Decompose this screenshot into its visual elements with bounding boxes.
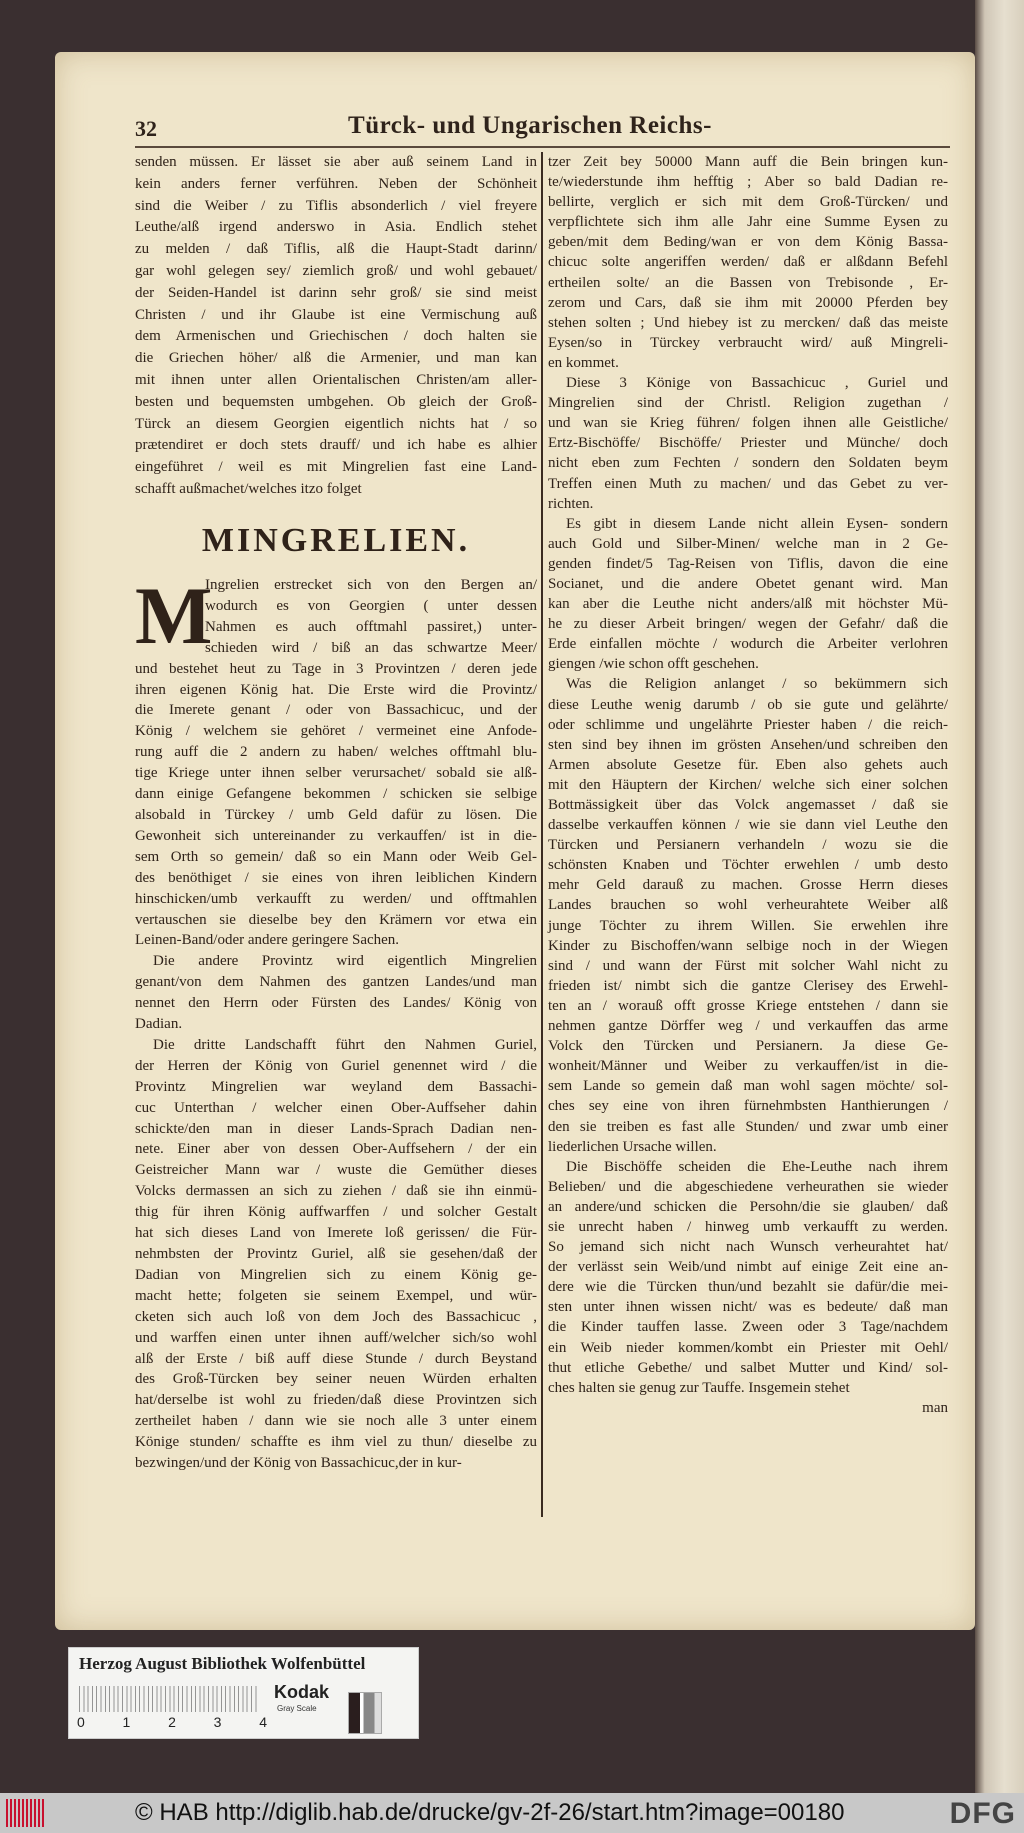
text-line: ches sey eine von ihren fürnehmbsten Hanthierungen / <box>548 1098 948 1115</box>
running-title: Türck- und Ungarischen Reichs- <box>348 112 712 139</box>
kodak-brand: Kodak <box>274 1682 330 1702</box>
text-line: zu melden / daß Tiflis, alß die Haupt-Stadt darinn/ <box>135 241 537 258</box>
text-line: des benöthiget / sie eines von ihren leiblichen Kindern <box>135 869 537 886</box>
text-line: stehen solten ; Und hiebey ist zu mercken/ daß das meiste <box>548 314 948 331</box>
text-line: hinschicken/umb verkaufft zu werden/ und offtmahlen <box>135 890 537 907</box>
text-line: Türcken und Persianern verhandeln / wozu sie die <box>548 837 948 854</box>
catchword: man <box>922 1399 948 1416</box>
ruler-ticks <box>77 1714 267 1730</box>
text-line: Volcks dermassen an sich zu ziehen / daß sie ihn einmü- <box>135 1183 537 1200</box>
text-line: chicuc solte angeriffen werden/ daß er alßdann Befehl <box>548 254 948 271</box>
text-line: rung auff die 2 andern zu haben/ welches offtmahl blu- <box>135 744 537 761</box>
header-rule <box>135 146 950 148</box>
text-line: die Kinder tauffen lasse. Zween oder 3 Tage/nachdem <box>548 1319 948 1336</box>
text-line: Treffen einen Muth zu machen/ und das Gebet zu ver- <box>548 475 948 492</box>
text-line: Landes brauchen so wohl verheurahtete Weiber alß <box>548 897 948 914</box>
text-line: Türck an diesem Georgien eigentlich nichts hat / so <box>135 415 537 432</box>
text-line: junge Töchter zu ihrem Willen. Sie erwehlen ihre <box>548 917 948 934</box>
text-line: alß der Erste / biß auff diese Stunde / durch Beystand <box>135 1350 537 1367</box>
text-line: he zu dieser Arbeit bringen/ wegen der Gefahr/ daß die <box>548 616 948 633</box>
text-line: geben/mit dem Beding/wan er von dem König Bassa- <box>548 234 948 251</box>
text-line: vertauschen sie dieselbe bey den Krämern vor etwa ein <box>135 911 537 928</box>
text-line: Die dritte Landschafft führt den Nahmen Guriel, <box>153 1036 537 1053</box>
text-line: dem Armenischen und Griechischen / doch halten sie <box>135 328 537 345</box>
text-line: sem Orth so gemein/ daß so ein Mann oder Weib Gel- <box>135 848 537 865</box>
text-line: Die Bischöffe scheiden die Ehe-Leuthe nach ihrem <box>566 1158 948 1175</box>
text-line: nete. Einer aber von dessen Ober-Auffsehern / der ein <box>135 1141 537 1158</box>
text-line: Belieben/ und die abgeschiedene verheurathen sie wieder <box>548 1178 948 1195</box>
text-line: liederlichen Ursache willen. <box>548 1138 717 1155</box>
text-line: sten sind bey ihnen im grösten Ansehen/und schreiben den <box>548 736 948 753</box>
tick-label: 1 <box>122 1714 131 1730</box>
text-line: zerom und Cars, daß sie ihm mit 20000 Pferden bey <box>548 294 948 311</box>
text-line: Die andere Provintz wird eigentlich Mingrelien <box>153 953 537 970</box>
text-line: Ertz-Bischöffe/ Bischöffe/ Priester und Münche/ doch <box>548 435 948 452</box>
footer-bar <box>0 1793 1024 1833</box>
hab-logo-icon <box>6 1799 46 1827</box>
text-line: und bestehet heut zu Tage in 3 Provintzen / deren jede <box>135 660 537 677</box>
text-line: alsobald in Türckey / umb Geld dafür zu lösen. Die <box>135 806 537 823</box>
text-line: hat/derselbe ist wohl zu frieden/daß diese Provintzen sich <box>135 1392 537 1409</box>
text-line: Leinen-Band/oder andere geringere Sachen. <box>135 932 400 949</box>
text-line: hat sich dieses Land von Imerete loß gerissen/ die Für- <box>135 1225 537 1242</box>
text-line: Erde einfallen möchte / wodurch die Arbeiter verlohren <box>548 636 948 653</box>
text-line: Leuthe/alß irgend anderswo in Asia. Endlich stehet <box>135 219 537 236</box>
page-number: 32 <box>135 116 157 141</box>
text-line: die Griechen höher/ alß die Armenier, und man kan <box>135 350 537 367</box>
text-line: auch Gold und Silber-Minen/ welche man in 2 Ge- <box>548 535 948 552</box>
text-line: des Groß-Türcken bey seiner neuen Würden erhalten <box>135 1371 537 1388</box>
text-line: ches halten sie genug zur Tauffe. Insgemein stehet <box>548 1379 850 1396</box>
text-line: wodurch es von Georgien ( unter dessen <box>205 597 537 614</box>
ruler-scale <box>79 1686 259 1712</box>
text-line: te/wiederstunde ihm hefftig ; Aber so bald Dadian re- <box>548 174 948 191</box>
text-line: Bottmässigkeit über das Volck angemasset / daß sie <box>548 797 948 813</box>
text-line: nehmbsten der Provintz Guriel, alß sie gesehen/daß der <box>135 1246 537 1262</box>
library-color-label <box>68 1647 419 1739</box>
text-line: ten an / worauß offt grosse Kriege entstehen / dann sie <box>548 997 948 1014</box>
tick-label: 0 <box>77 1714 85 1730</box>
text-line: dasselbe verkauffen können / wie sie dann viel Leuthe den <box>548 817 948 834</box>
text-line: nennet den Herrn oder Fürsten des Landes/ König von <box>135 995 537 1012</box>
text-line: schickte/den man in dieser Lands-Sprach Dadian nen- <box>135 1120 537 1137</box>
text-line: genden findet/5 Tag-Reisen von Tiflis, davon die eine <box>548 555 948 572</box>
section-heading: MINGRELIEN. <box>201 522 471 559</box>
text-line: schönsten Knaben und Töchter erwehlen / umb desto <box>548 857 948 874</box>
text-line: schafft außmachet/welches itzo folget <box>135 480 362 497</box>
text-line: Provintz Mingrelien war weyland dem Bassachi- <box>135 1078 537 1095</box>
text-line: So jemand sich nicht nach Wunsch verheurahtet hat/ <box>548 1239 948 1256</box>
text-line: nicht eben zum Fechten / sondern den Soldaten beym <box>548 455 948 472</box>
text-line: mit den Häuptern der Kirchen/ welche sich einer solchen <box>548 776 948 793</box>
text-line: eingeführet / weil es mit Mingrelien fast eine Land- <box>135 459 537 476</box>
next-page-edge <box>975 0 1024 1793</box>
text-line: mehr Geld darauß zu machen. Grosse Herrn dieses <box>548 877 948 894</box>
drop-cap: M <box>135 570 213 661</box>
text-line: macht hette; folgeten sie seinem Exempel, und wür- <box>135 1287 537 1304</box>
text-line: frieden ist/ nimbt sich die gantze Clerisey des Erwehl- <box>548 977 948 994</box>
text-line: sem Lande so gemein daß man wohl sagen möchte/ sol- <box>548 1078 948 1095</box>
text-line: Geistreicher Mann war / wuste die Gemüther dieses <box>135 1162 537 1179</box>
text-line: en kommet. <box>548 354 619 371</box>
left-column-top <box>135 152 537 501</box>
text-line: giengen /wie schon offt geschehen. <box>548 656 759 673</box>
text-line: oder schlimme und ungelährte Priester haben / die reich- <box>548 716 948 733</box>
tick-label: 3 <box>213 1714 222 1730</box>
text-line: kein anders ferner verführen. Neben der Schönheit <box>135 175 537 192</box>
text-line: an andere/und schicken die Persohn/die sie glauben/ daß <box>548 1198 948 1215</box>
text-line: verpflichtete sich ihm alle Jahr eine Summe Eysen zu <box>548 214 948 231</box>
text-line: Christen / und ihr Glaube ist eine Vermischung auß <box>135 306 537 323</box>
text-line: genant/von dem Nahmen des gantzen Landes/und man <box>135 974 537 991</box>
text-line: Armen absolute Gesetze für. Eben also gehets auch <box>548 756 948 773</box>
tick-label: 4 <box>259 1714 267 1730</box>
text-line: gar wohl gelegen sey/ ziemlich groß/ und wohl gebauet/ <box>135 262 537 279</box>
text-line: prætendiret er doch stets drauff/ und ich habe es alhier <box>135 437 537 454</box>
text-line: Nahmen es auch offtmahl passiret,) unter- <box>205 618 537 635</box>
text-line: ertheilen solte/ an die Bassen von Trebisonde , Er- <box>548 274 948 291</box>
text-line: Könige stunden/ schaffte es ihm viel zu thun/ dieselbe zu <box>135 1434 537 1451</box>
text-line: und warffen einen unter ihnen auff/welcher sich/so wohl <box>135 1329 537 1346</box>
text-line: Dadian von Mingrelien sich zu einem König ge- <box>135 1266 537 1283</box>
text-line: dere wie die Türcken thun/und bezahlt sie dafür/die mei- <box>548 1279 948 1296</box>
column-divider <box>541 152 543 1517</box>
text-line: den sie treiben es fast alle Stunden/ und zwar umb einer <box>548 1118 948 1135</box>
text-line: kan aber die Leuthe nicht anders/alß mit höchster Mü- <box>548 596 948 613</box>
tick-label: 2 <box>168 1714 176 1730</box>
text-line: schieden wird / biß an das schwartze Meer/ <box>205 639 537 656</box>
text-line: der verlässt sein Weib/und nimbt auf einige Zeit eine an- <box>548 1259 948 1276</box>
text-line: und wan sie Krieg führen/ folgen ihnen alle Geistliche/ <box>548 415 948 432</box>
text-line: sten unter ihnen wissen nicht/ was es bedeute/ daß man <box>548 1299 948 1316</box>
text-line: zertheilet haben / dann wie sie noch alle 3 unter einem <box>135 1413 537 1430</box>
text-line: richten. <box>548 495 594 512</box>
dfg-logo: DFG <box>949 1797 1016 1830</box>
text-line: senden müssen. Er lässet sie aber auß seinem Land in <box>135 154 537 170</box>
text-line: dann einige Gefangene bekommen / schicken sie selbige <box>135 786 537 803</box>
gray-swatch <box>348 1692 382 1734</box>
text-line: tzer Zeit bey 50000 Mann auff die Bein bringen kun- <box>548 154 948 170</box>
text-line: sind / und wann der Fürst mit solcher Wahl nicht zu <box>548 957 948 974</box>
text-line: Diese 3 Könige von Bassachicuc , Guriel und <box>566 375 948 392</box>
text-line: Mingrelien sind der Christl. Religion zugethan / <box>548 395 948 412</box>
copyright-link[interactable]: © HAB http://diglib.hab.de/drucke/gv-2f-26/start.htm?image=00180 <box>135 1799 845 1826</box>
text-line: thig für ihren König auffwarffen / und solcher Gestalt <box>135 1204 537 1221</box>
text-line: besten und bequemsten umbgehen. Ob gleich der Groß- <box>135 393 537 410</box>
text-line: Eysen/so in Türckey verbraucht wird/ auß Mingreli- <box>548 334 948 351</box>
gray-scale-caption: Gray Scale <box>277 1704 317 1713</box>
text-line: König / welchem sie gehöret / vermeinet eine Anfode- <box>135 723 537 740</box>
text-line: Socianet, und die andere Obetet genant wird. Man <box>548 575 948 592</box>
text-line: thut etliche Gebethe/ und salbet Mutter und Kind/ sol- <box>548 1359 948 1376</box>
text-line: Dadian. <box>135 1016 183 1033</box>
text-line: mit ihnen unter allen Orientalischen Christen/am aller- <box>135 371 537 388</box>
text-line: diese Leuthe wenig darumb / ob sie gute und gelährte/ <box>548 696 948 713</box>
text-line: tige Kriege unter ihnen selber verursachet/ sobald sie alß- <box>135 765 537 782</box>
library-name: Herzog August Bibliothek Wolfenbüttel <box>79 1654 366 1673</box>
text-line: ihren eigenen König hat. Die Erste wird die Provintz/ <box>135 681 537 698</box>
text-line: ein Weib nieder kommen/kombt ein Priester mit Oehl/ <box>548 1339 948 1356</box>
text-line: die Imerete genant / oder von Bassachicuc, und der <box>135 702 537 719</box>
left-column-bottom <box>135 570 537 1474</box>
text-line: der Herren der König von Guriel genennet wird / die <box>135 1057 537 1074</box>
text-line: Gewonheit sich untereinander zu verkauffen/ ist in die- <box>135 827 537 844</box>
text-line: Es gibt in diesem Lande nicht allein Eysen- sondern <box>566 515 948 532</box>
text-line: Kinder zu Bischoffen/wann selbige noch in der Wiegen <box>548 937 948 954</box>
text-line: cketen sich auch loß von dem Joch des Bassachicuc , <box>135 1308 537 1325</box>
text-line: wonheit/Männer und Weiber zu verkauffen/ist in die- <box>548 1058 948 1075</box>
text-line: sind die Weiber / zu Tiflis absonderlich / viel freyere <box>135 197 537 214</box>
text-line: nehmen gantze Dörffer weg / und verkauffen das arme <box>548 1018 948 1035</box>
text-line: sie unrecht haben / hinweg umb verkaufft zu werden. <box>548 1218 948 1235</box>
text-line: Was die Religion anlanget / so bekümmern sich <box>566 676 948 693</box>
text-line: der Seiden-Handel ist darinn sehr groß/ sie sind meist <box>135 284 537 301</box>
text-line: Ingrelien erstrecket sich von den Bergen an/ <box>205 577 537 593</box>
text-line: cuc Unterthan / welcher einen Ober-Auffseher dahin <box>135 1099 537 1116</box>
text-line: bezwingen/und der König von Bassachicuc,der in kur- <box>135 1455 462 1472</box>
text-line: Volck den Türcken und Persianern. Ja diese Ge- <box>548 1038 948 1055</box>
right-column <box>548 152 948 1418</box>
text-line: bellirte, verglich er sich mit dem Groß-Türcken/ und <box>548 194 948 211</box>
